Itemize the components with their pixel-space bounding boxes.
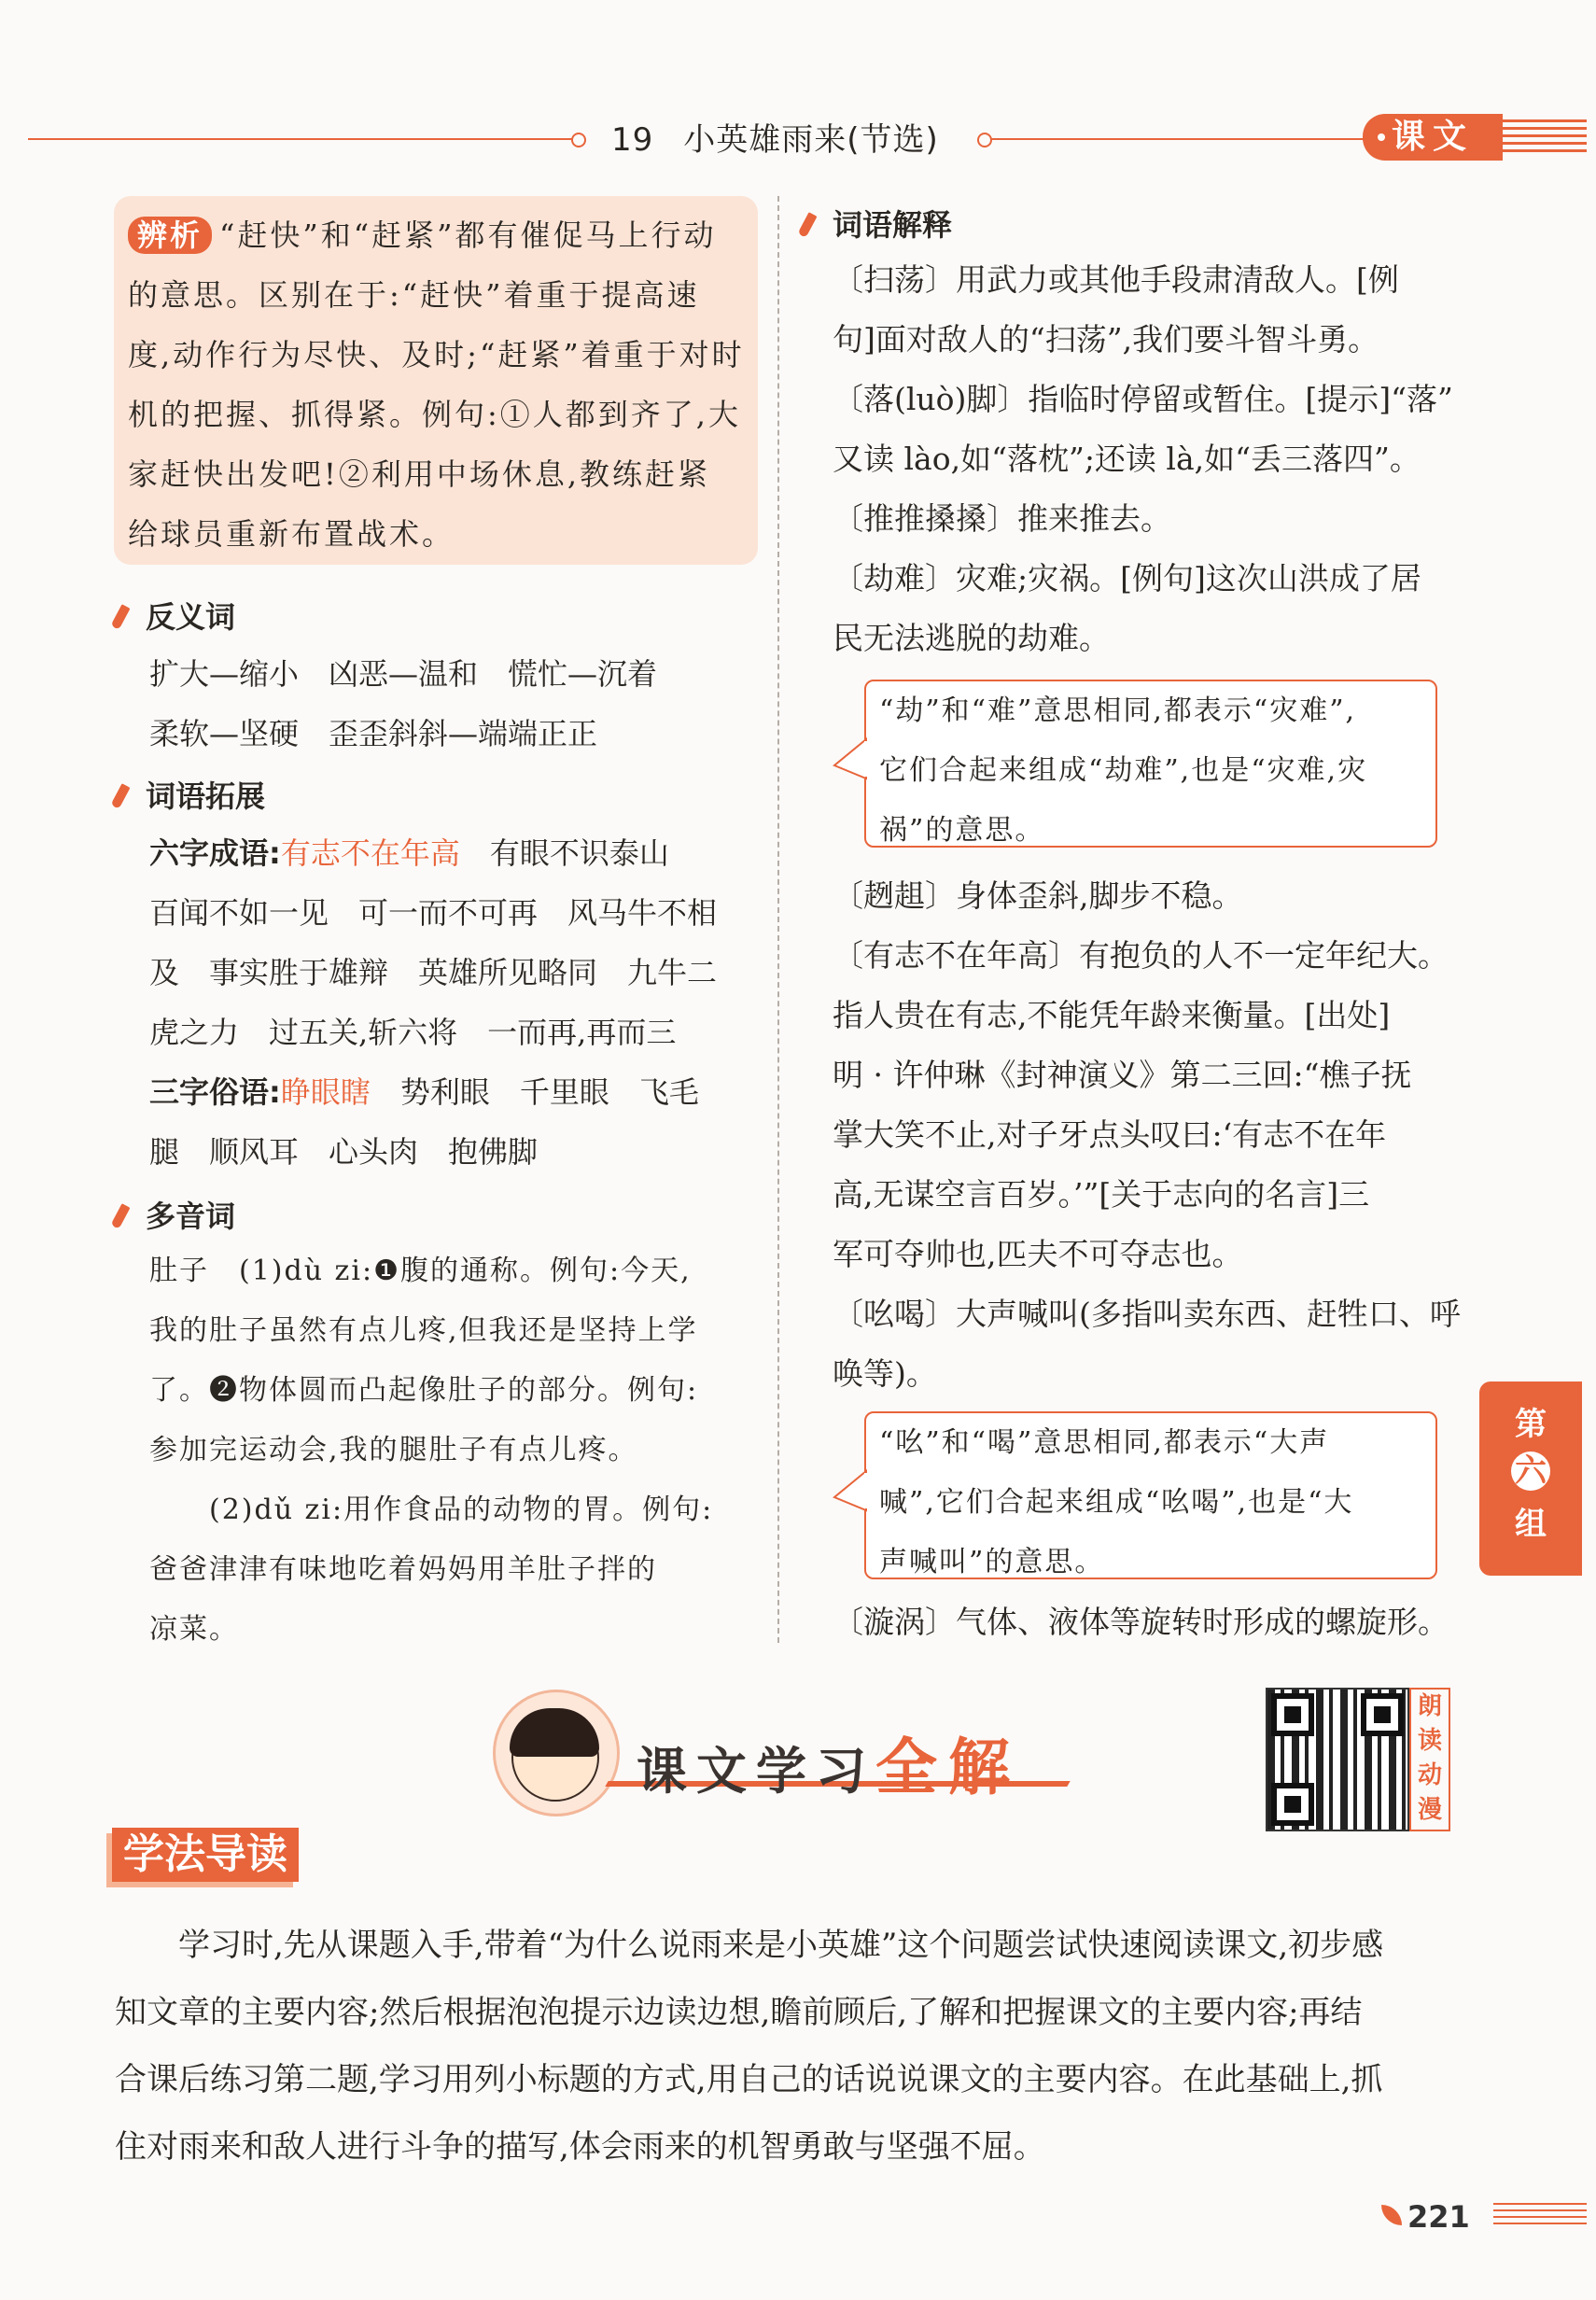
glossary-line: 〔扫荡〕用武力或其他手段肃清敌人。[例: [833, 261, 1399, 298]
pencil-icon: [110, 1203, 130, 1229]
glossary-list: [833, 250, 1453, 668]
glossary-line: 〔吆喝〕大声喊叫(多指叫卖东西、赶牲口、呼: [833, 1296, 1461, 1332]
bianxi-line: “赶快”和“赶紧”都有催促马上行动: [219, 217, 717, 253]
bubble-line: “吆”和“喝”意思相同,都表示“大声: [879, 1426, 1330, 1459]
guide-line: 住对雨来和敌人进行斗争的描写,体会雨来的机智勇敢与坚强不屈。: [115, 2128, 1045, 2166]
unit-side-tab: [1479, 1381, 1582, 1576]
polyphone-line: 爸爸津津有味地吃着妈妈用羊肚子拌的: [149, 1553, 657, 1586]
header-rule-left: [28, 138, 579, 140]
glossary-heading: 词语解释: [803, 202, 952, 245]
bianxi-text: [128, 205, 746, 564]
polyphone-line: 凉菜。: [149, 1613, 239, 1646]
guide-line: 学习时,先从课题入手,带着“为什么说雨来是小英雄”这个问题尝试快速阅读课文,初步感: [115, 1927, 1384, 1964]
glossary-line: 掌大笑不止,对子牙点头叹曰:‘有志不在年: [833, 1116, 1387, 1153]
qr-code-icon[interactable]: [1266, 1688, 1409, 1831]
polyphone-line: 了。❷物体圆而凸起像肚子的部分。例句:: [149, 1374, 699, 1407]
unit-tab-bottom: 组: [1515, 1506, 1547, 1543]
bubble-line: 声喊叫”的意思。: [879, 1546, 1105, 1578]
banner-title: 课文学习全解: [637, 1732, 1021, 1803]
glossary-line: 民无法逃脱的劫难。: [833, 620, 1110, 656]
six-char-label: 六字成语:: [149, 835, 281, 871]
unit-tab-top: 第: [1515, 1406, 1547, 1443]
antonym-line: 扩大—缩小 凶恶—温和 慌忙—沉着: [149, 656, 658, 692]
glossary-line: 〔漩涡〕气体、液体等旋转时形成的螺旋形。: [833, 1604, 1449, 1640]
three-char-label: 三字俗语:: [149, 1074, 281, 1110]
bubble-tail: [833, 737, 870, 784]
glossary-line: 〔有志不在年高〕有抱负的人不一定年纪大。: [833, 937, 1449, 974]
glossary-list-2: [833, 866, 1461, 1404]
pencil-icon: [797, 212, 817, 238]
polyphone-line: 我的肚子虽然有点儿疼,但我还是坚持上学: [149, 1314, 698, 1347]
section-tag: 课文: [1363, 114, 1503, 161]
glossary-line: 〔趔趄〕身体歪斜,脚步不稳。: [833, 877, 1243, 914]
antonyms-heading: 反义词: [116, 594, 235, 637]
glossary-line: 〔推推搡搡〕推来推去。: [833, 500, 1171, 537]
header-rule-right: [991, 138, 1365, 140]
unit-tab-number: 六: [1511, 1452, 1550, 1491]
expansion-line: 及 事实胜于雄辩 英雄所见略同 九牛二: [149, 955, 718, 990]
page-number: 221: [1407, 2199, 1470, 2235]
glossary-line: 明 · 许仲琳《封神演义》第二三回:“樵子抚: [833, 1057, 1412, 1093]
pencil-icon: [110, 783, 130, 809]
lesson-title: 小英雄雨来(节选): [683, 121, 939, 159]
glossary-line: 指人贵在有志,不能凭年龄来衡量。[出处]: [833, 997, 1391, 1033]
bianxi-line: 度,动作行为尽快、及时;“赶紧”着重于对时: [128, 337, 745, 372]
glossary-line: 又读 lào,如“落枕”;还读 là,如“丢三落四”。: [833, 441, 1421, 477]
expansion-line: 腿 顺风耳 心头肉 抱佛脚: [149, 1134, 539, 1170]
lesson-number: 19: [611, 121, 654, 159]
polyphone-line: (2)dǔ zi:用作食品的动物的胃。例句:: [149, 1494, 714, 1526]
bianxi-line: 给球员重新布置战术。: [128, 516, 455, 552]
bianxi-line: 家赶快出发吧!②利用中场休息,教练赶紧: [128, 456, 711, 492]
glossary-line: 句]面对敌人的“扫荡”,我们要斗智斗勇。: [833, 321, 1379, 358]
header-dot-right: [977, 133, 992, 147]
polyphone-line: 参加完运动会,我的腿肚子有点儿疼。: [149, 1434, 638, 1466]
header-dot-left: [571, 133, 586, 147]
pencil-icon: [110, 604, 130, 630]
glossary-line: 〔落(luò)脚〕指临时停留或暂住。[提示]“落”: [833, 381, 1453, 417]
bubble-line: 祸”的意思。: [879, 814, 1045, 847]
study-guide-tag: 学法导读: [112, 1828, 299, 1882]
lesson-header: [611, 114, 939, 160]
bianxi-line: 的意思。区别在于:“赶快”着重于提高速: [128, 277, 700, 313]
expansion-line: 虎之力 过五关,斩六将 一而再,再而三: [149, 1015, 677, 1050]
qr-label: 朗 读 动 漫: [1409, 1688, 1450, 1831]
expansion-heading: 词语拓展: [116, 773, 265, 816]
bubble-line: “劫”和“难”意思相同,都表示“灾难”,: [879, 694, 1357, 727]
expansion-line: 有眼不识泰山: [459, 835, 669, 871]
column-divider: [777, 196, 779, 1643]
expansion-list: [149, 823, 717, 1182]
leaf-icon: [1381, 2205, 1402, 2225]
banner-title-highlight: 全解: [875, 1732, 1021, 1803]
bubble-line: 喊”,它们合起来组成“吆喝”,也是“大: [879, 1486, 1354, 1519]
glossary-line: 〔劫难〕灾难;灾祸。[例句]这次山洪成了居: [833, 560, 1421, 596]
header-stripes: [1503, 119, 1587, 157]
guide-line: 合课后练习第二题,学习用列小标题的方式,用自己的话说说课文的主要内容。在此基础上,抓: [115, 2061, 1383, 2098]
bianxi-tag: 辨析: [128, 217, 212, 254]
expansion-line: 百闻不如一见 可一而不可再 风马牛不相: [149, 895, 718, 931]
antonyms-list: [149, 644, 657, 764]
polyphone-heading: 多音词: [116, 1193, 235, 1236]
footer-stripes: [1493, 2203, 1587, 2229]
antonym-line: 柔软—坚硬 歪歪斜斜—端端正正: [149, 716, 598, 751]
glossary-line: 军可夺帅也,匹夫不可夺志也。: [833, 1236, 1243, 1272]
three-char-highlight: 睁眼瞎: [280, 1074, 371, 1110]
expansion-line: 势利眼 千里眼 飞毛: [370, 1074, 699, 1110]
bubble-tail: [833, 1469, 870, 1516]
section-tag-dot: [1378, 133, 1385, 141]
bubble-line: 它们合起来组成“劫难”,也是“灾难,灾: [879, 754, 1368, 787]
study-guide-text: [115, 1912, 1449, 2181]
guide-line: 知文章的主要内容;然后根据泡泡提示边读边想,瞻前顾后,了解和把握课文的主要内容;再结: [115, 1994, 1363, 2031]
glossary-line: 高,无谋空言百岁。’”[关于志向的名言]三: [833, 1176, 1370, 1213]
polyphone-line: 肚子 (1)dù zi:❶腹的通称。例句:今天,: [149, 1255, 692, 1287]
polyphone-list: [149, 1241, 713, 1660]
tip-bubble: [864, 680, 1437, 848]
tip-bubble: [864, 1411, 1437, 1579]
bianxi-line: 机的把握、抓得紧。例句:①人都到齐了,大: [128, 397, 741, 432]
glossary-line: 唤等)。: [833, 1355, 937, 1392]
six-char-highlight: 有志不在年高: [280, 835, 460, 871]
